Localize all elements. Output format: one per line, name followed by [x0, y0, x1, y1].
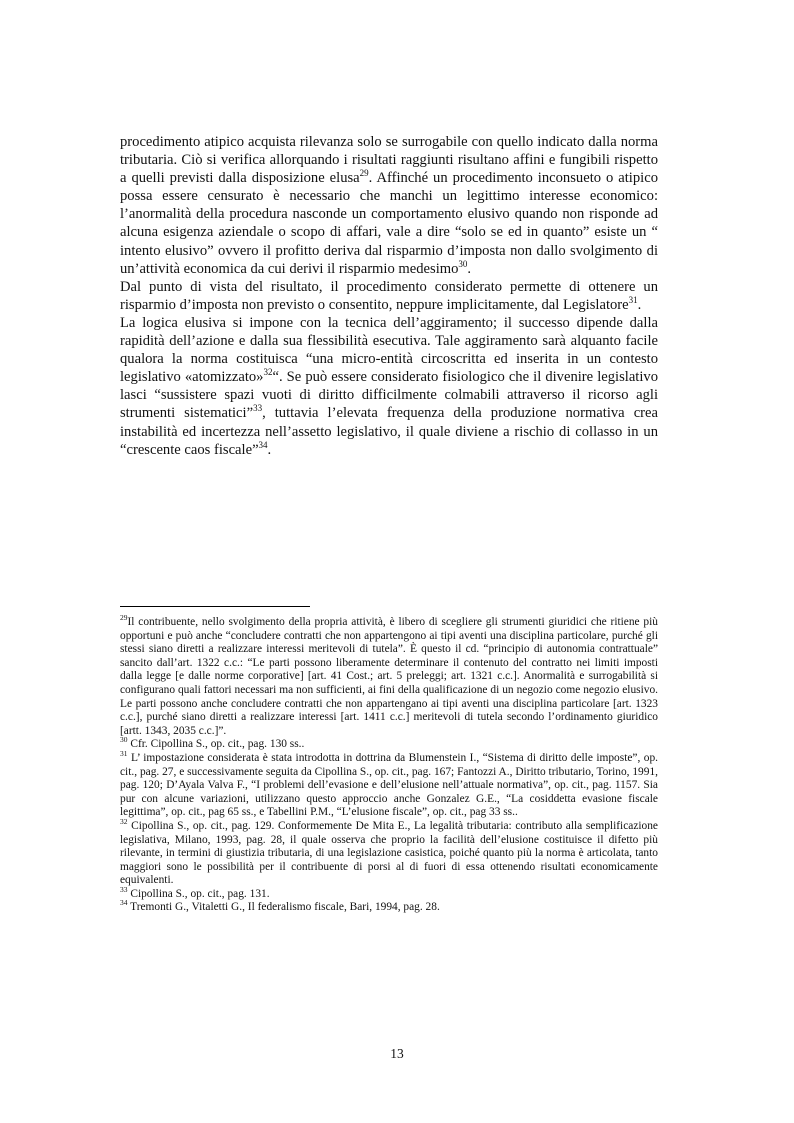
- footnote-ref[interactable]: 33: [253, 403, 263, 414]
- footnote: [120, 749, 658, 820]
- footnote-ref[interactable]: 30: [458, 258, 468, 269]
- footnote: [120, 735, 658, 752]
- footnote-text: Cfr. Cipollina S., op. cit., pag. 130 ss..: [127, 738, 305, 751]
- text-span: .: [267, 441, 272, 458]
- text-span: .: [637, 296, 642, 313]
- footnote-number: 29: [120, 613, 128, 623]
- footnote: [120, 613, 658, 738]
- text-span: . Affinché un procedimento inconsueto o atipico possa essere censurato è necessario che manchi un legittimo interesse economico: l’anormalità della procedura nasconde un comportamento elusivo quando non risponde ad alcuna esigenza aziendale o scopo di affari, vale a dire “solo se ed in quanto” esiste un “ intento elusivo” ovvero il profitto deriva dal risparmio d’imposta non dallo svolgimento di un’attività economica da cui derivi il risparmio medesimo: [120, 170, 658, 277]
- text-span: .: [467, 260, 472, 277]
- footnote-number: 34: [120, 898, 128, 908]
- footnote-number: 32: [120, 817, 128, 827]
- footnote-number: 31: [120, 749, 128, 759]
- footnote-ref[interactable]: 31: [628, 294, 638, 305]
- footnote-ref[interactable]: 34: [258, 439, 268, 450]
- footnote-ref[interactable]: 29: [359, 168, 369, 179]
- body-text: [120, 133, 658, 459]
- text-span: , tuttavia l’elevata frequenza della produzione normativa crea instabilità ed incertezza nell’assetto legislativo, il quale diviene a rischio di collasso in un “crescente caos fiscale”: [120, 405, 658, 458]
- footnote-text: Cipollina S., op. cit., pag. 129. Conformemente De Mita E., La legalità tributaria: contributo alla semplificazione legislativa, Milano, 1993, pag. 28, il quale osserva che proprio la facilità dell’elusione costituisce il difetto più rilevante, in termini di giustizia tributaria, di una legislazione casistica, poiché quanto più la norma è articolata, tanto maggiori sono le possibilità per il contribuente di porsi al di fuori di essa ottenendo risultati economicamente equivalenti.: [120, 819, 658, 887]
- text-span: Dal punto di vista del risultato, il procedimento considerato permette di ottenere un risparmio d’imposta non previsto o consentito, neppure implicitamente, dal Legislatore: [120, 278, 658, 313]
- footnotes: [120, 613, 658, 915]
- footnote-text: L’ impostazione considerata è stata introdotta in dottrina da Blumenstein I., “Sistema di diritto delle imposte”, op. cit., pag. 27, e successivamente seguita da Cipollina S., op. cit., pag. 167; Fantozzi A., Diritto tributario, Torino, 1991, pag. 120; D’Ayala Valva F., “I problemi dell’evasione e dell’elusione nell’attuale normativa”, op. cit., pag. 1157. Sia pur con alcune variazioni, utilizzano questo approccio anche Gonzalez G.E., “La cosiddetta evasione fiscale legittima”, op. cit., pag 65 ss., e Tabellini P.M., “L’elusione fiscale”, op. cit., pag 33 ss..: [120, 751, 658, 819]
- footnote-ref[interactable]: 32: [263, 367, 273, 378]
- footnote-text: Il contribuente, nello svolgimento della propria attività, è libero di scegliere gli strumenti giuridici che ritiene più opportuni e può anche “concludere contratti che non appartengono ai tipi aventi una disciplina particolare, purché gli stessi siano diretti a realizzare interessi meritevoli di tutela”. È questo il cd. “principio di autonomia contrattuale” sancito dall’art. 1322 c.c.: “Le parti possono liberamente determinare il contenuto del contratto nei limiti imposti dalla legge [e dalle norme corporative] [art. 41 Cost.; art. 5 preleggi; art. 1321 c.c.]. Anormalità e surrogabilità si configurano quali fattori necessari ma non sufficienti, ai fini della qualificazione di un negozio come negozio elusivo. Le parti possono anche concludere contratti che non appartengano ai tipi aventi una disciplina particolare [art. 1323 c.c.], purché siano diretti a realizzare interessi [art. 1411 c.c.] meritevoli di tutela secondo l’ordinamento giuridico [artt. 1343, 2035 c.c.]”.: [120, 616, 658, 737]
- footnote-text: Tremonti G., Vitaletti G., Il federalismo fiscale, Bari, 1994, pag. 28.: [127, 901, 440, 914]
- footnote-number: 30: [120, 735, 128, 745]
- paragraph: [120, 314, 658, 459]
- text-span: La logica elusiva si impone con la tecnica dell’aggiramento; il successo dipende dalla rapidità dell’azione e dalla sua flessibilità esecutiva. Tale aggiramento sarà alquanto facile qualora la norma costituisca “una micro-entità circoscritta ed inserita in un contesto legislativo «atomizzato»: [120, 314, 658, 386]
- footnote: [120, 898, 658, 915]
- footnote: [120, 885, 658, 902]
- footnote-number: 33: [120, 885, 128, 895]
- page-number: 13: [390, 1046, 404, 1061]
- paragraph: [120, 133, 658, 278]
- paragraph: [120, 278, 658, 314]
- text-span: procedimento atipico acquista rilevanza solo se surrogabile con quello indicato dalla norma tributaria. Ciò si verifica allorquando i risultati raggiunti risultano affini e fungibili rispetto a quelli previsti dalla disposizione elusa: [120, 134, 658, 187]
- text-span: “. Se può essere considerato fisiologico che il divenire legislativo lasci “sussistere spazi vuoti di diritto difficilmente colmabili attraverso il ricorso agli strumenti sistematici”: [120, 369, 658, 422]
- footnote: [120, 817, 658, 888]
- footnote-text: Cipollina S., op. cit., pag. 131.: [127, 887, 270, 900]
- footnote-separator: [120, 606, 310, 607]
